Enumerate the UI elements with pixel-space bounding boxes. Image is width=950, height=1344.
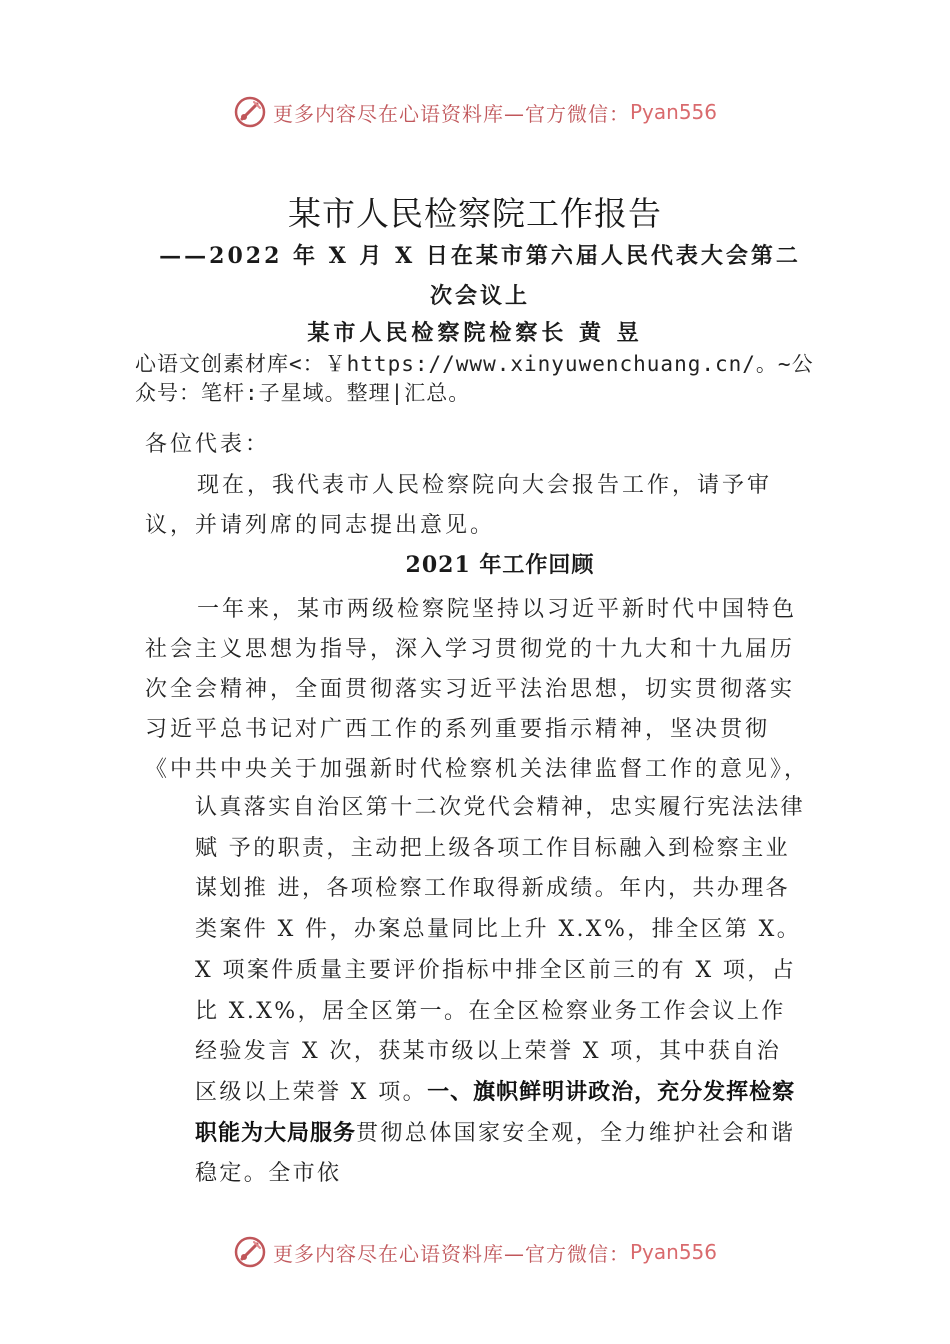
paragraph-2-heading: 一、旗帜鲜明讲政治，充分发挥检察职能为大局服务 — [195, 1079, 796, 1146]
document-author: 某市人民检察院检察长 黄 昱 — [307, 320, 643, 346]
document-title: 某市人民检察院工作报告 — [288, 194, 662, 233]
brush-logo-icon — [233, 1235, 267, 1269]
footer-wechat-id: Pyan556 — [629, 1240, 717, 1264]
footer-ad-text: 更多内容尽在心语资料库—官方微信： — [272, 1241, 630, 1266]
section-heading: 2021 年工作回顾 — [405, 552, 595, 578]
paragraph-2 — [195, 788, 805, 1195]
banner-wechat-id: Pyan556 — [629, 100, 717, 124]
source-note: 心语文创素材库<：￥https://www.xinyuwenchuang.cn/。~公众号：笔杆:子星域。整理|汇总。 — [135, 352, 814, 405]
intro-paragraph: 现在，我代表市人民检察院向大会报告工作，请予审议，并请列席的同志提出意见。 — [145, 473, 773, 538]
paragraph-2-text: 认真落实自治区第十二次党代会精神，忠实履行宪法法律赋 予的职责，主动把上级各项工作目标融入到检察主业谋划推 进，各项检察工作取得新成绩。年内，共办理各类案件 X 件，办案总量同比上升 X.X%，排全区第 X。X 项案件质量主要评价指标中排全区前三的有 X 项，占比 X.X%，居全区第一。在全区检察业务工作会议上作经验发言 X 次，获某市级以上荣誉 X 项，其中获自治区级以上荣誉 X 项。 — [195, 795, 806, 1105]
paragraph-1: 一年来，某市两级检察院坚持以习近平新时代中国特色社会主义思想为指导，深入学习贯彻党的十九大和十九届历次全会精神，全面贯彻落实习近平法治思想，切实贯彻落实习近平总书记对广西工作的系列重要指示精神，坚决贯彻《中共中央关于加强新时代检察机关法律监督工作的意见》， — [145, 597, 810, 782]
document-subtitle: ——2022 年 X 月 X 日在某市第六届人民代表大会第二次会议上 — [159, 243, 801, 309]
brush-logo-icon — [233, 95, 267, 129]
paragraph-2-tail: 贯彻总体国家安全观，全力维护社会和谐稳定。全市依 — [195, 1120, 796, 1187]
header-banner — [0, 92, 950, 132]
footer-banner — [0, 1232, 950, 1272]
banner-ad-text: 更多内容尽在心语资料库—官方微信： — [272, 101, 630, 126]
salutation: 各位代表： — [145, 432, 271, 457]
